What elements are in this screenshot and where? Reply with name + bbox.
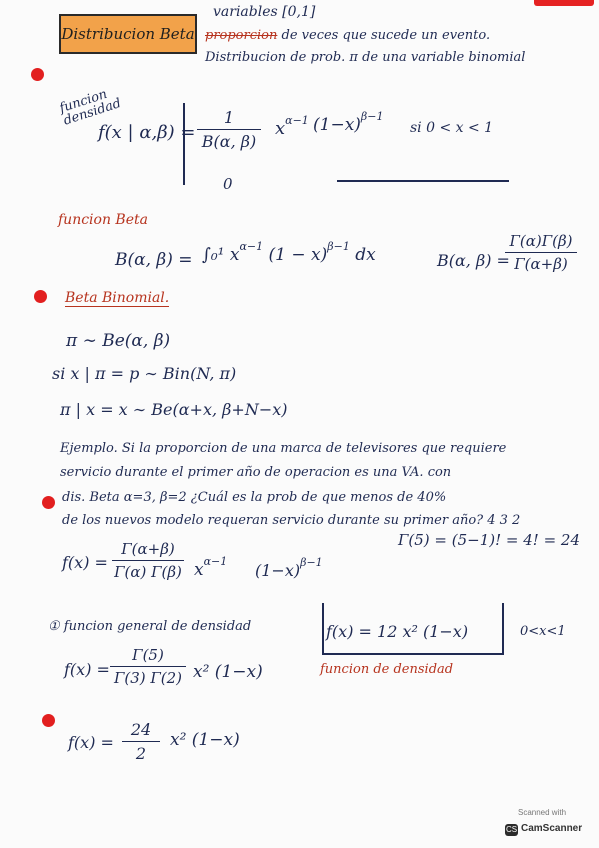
formula3-lhs: f(x) = [68, 733, 114, 752]
beta-rhs-num: Γ(α)Γ(β) [505, 232, 577, 253]
formula3-rest: x² (1−x) [170, 730, 240, 750]
density-onemx: (1−x) [313, 115, 361, 135]
formula2-rest: x² (1−x) [193, 662, 263, 682]
formula3-num: 24 [122, 720, 160, 742]
note-strike: proporcion [205, 28, 278, 43]
boxed-condition: 0<x<1 [520, 624, 566, 639]
general-density-label: ① funcion general de densidad [48, 619, 252, 634]
formula1-fraction [112, 540, 184, 581]
density-x: x [275, 118, 286, 139]
example-line-1: Ejemplo. Si la proporcion de una marca de televisores que requiere [60, 441, 507, 456]
formula3-fraction [122, 720, 160, 763]
scanned-with-text: Scanned with [518, 808, 567, 817]
camscanner-badge [503, 806, 585, 840]
note-variables: variables [0,1] [213, 4, 316, 20]
beta-integral: ∫₀¹ x [202, 245, 240, 265]
density-num: 1 [197, 108, 261, 130]
example-line-4: de los nuevos modelo requeran servicio durante su primer año? 4 3 2 [62, 513, 521, 528]
beta-binomial-likelihood: si x | π = p ∼ Bin(N, π) [52, 364, 237, 383]
title-box [59, 14, 197, 54]
density-onemx-exp: β−1 [360, 110, 384, 123]
density-zero: 0 [223, 175, 233, 193]
formula2-den: Γ(3) Γ(2) [113, 669, 183, 687]
beta-binomial-posterior: π | x = x ∼ Be(α+x, β+N−x) [60, 400, 288, 419]
density-x-exp: α−1 [285, 114, 309, 127]
formula1-den: Γ(α) Γ(β) [114, 563, 182, 581]
formula2-num: Γ(5) [110, 646, 186, 667]
beta-binomial-prior: π ∼ Be(α, β) [66, 331, 171, 351]
beta-function-lhs: B(α, β) = [115, 250, 193, 270]
bullet-dot [42, 496, 55, 509]
boxed-formula: f(x) = 12 x² (1−x) [326, 622, 469, 641]
formula1-lhs: f(x) = [62, 553, 108, 572]
bullet-dot [34, 290, 47, 303]
formula1-onemx: (1−x) [255, 561, 301, 580]
beta-binomial-label: Beta Binomial. [65, 290, 170, 306]
beta-dx: dx [355, 245, 376, 265]
formula1-x-exp: α−1 [203, 555, 228, 568]
brace [183, 103, 195, 185]
density-den: B(α, β) [201, 132, 257, 151]
formula3-den: 2 [135, 744, 147, 763]
density-lhs: f(x | α,β) = [98, 122, 196, 143]
beta-rhs-lhs: B(α, β) = [437, 251, 510, 270]
bullet-dot [31, 68, 44, 81]
density-side-label: funcion densidad [57, 86, 124, 129]
formula1-x: x [194, 560, 204, 580]
boxed-caption: funcion de densidad [320, 662, 454, 677]
note-events: de veces que sucede un evento. [281, 28, 491, 43]
formula2-lhs: f(x) = [64, 660, 110, 679]
density-condition: si 0 < x < 1 [410, 120, 494, 136]
formula1-onemx-exp: β−1 [300, 556, 323, 569]
density-fraction [197, 108, 261, 151]
beta-mid: (1 − x) [268, 245, 328, 265]
formula1-num: Γ(α+β) [112, 540, 184, 561]
beta-rhs-fraction [505, 232, 577, 273]
beta-exp1: α−1 [239, 240, 264, 253]
example-line-3: dis. Beta α=3, β=2 ¿Cuál es la prob de que menos de 40% [62, 490, 447, 505]
example-line-2: servicio durante el primer año de operacion es una VA. con [60, 465, 452, 480]
beta-rhs-den: Γ(α+β) [514, 255, 568, 273]
bullet-dot [42, 714, 55, 727]
note-distribution: Distribucion de prob. π de una variable binomial [205, 50, 526, 65]
density-underline [337, 180, 509, 182]
beta-exp2: β−1 [327, 240, 350, 253]
beta-function-label: funcion Beta [58, 212, 148, 228]
formula2-fraction [110, 646, 186, 687]
camscanner-logo-icon: CS [505, 825, 518, 834]
gamma-note: Γ(5) = (5−1)! = 4! = 24 [398, 531, 581, 549]
page-title: Distribucion Beta [61, 25, 195, 43]
camscanner-name: CamScanner [521, 823, 583, 834]
page-corner-mark [534, 0, 594, 6]
